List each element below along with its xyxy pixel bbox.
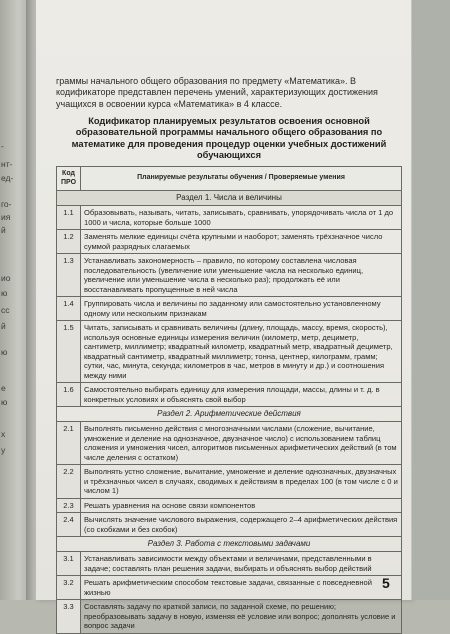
section-title: Раздел 1. Числа и величины [57,191,402,206]
left-fragment: - [1,141,4,151]
table-row [57,206,402,230]
page-content [56,76,402,634]
background-surface [412,0,450,600]
left-fragment: й [1,321,6,331]
left-fragment: ю [1,397,8,407]
section-row [57,191,402,206]
row-code: 2.4 [57,513,81,537]
row-text: Составлять задачу по краткой записи, по заданной схеме, по решению; преобразовывать задачу в новую, изменяя её условие или вопрос; дополнять условие и вопрос задачи [81,600,402,634]
row-text: Выполнять письменно действия с многозначными числами (сложение, вычитание, умножение и деление на однозначное, двузначное число) с использованием таблиц сложения и умножения чисел, алгоритмов письменных арифметических действий (в том числе деления с остатком) [81,422,402,465]
row-code: 1.3 [57,254,81,297]
page-number: 5 [382,575,390,591]
left-fragment: ия [1,212,11,222]
row-text: Читать, записывать и сравнивать величины (длину, площадь, массу, время, скорость), используя основные единицы измерения величин (километр, метр, дециметр, сантиметр, миллиметр; квадратный километр, квадратный метр, квадратный дециметр, квадратный сантиметр, квадратный миллиметр; тонна, центнер, килограмм, грамм; сутки, час, минута, секунда; километров в час, метров в минуту и др.) и соотношения между ними [81,321,402,383]
table-row [57,465,402,499]
table-row [57,321,402,383]
row-text: Образовывать, называть, читать, записывать, сравнивать, упорядочивать числа от 1 до 1000 и числа, которые больше 1000 [81,206,402,230]
row-code: 1.1 [57,206,81,230]
left-fragment: е [1,383,6,393]
row-code: 1.2 [57,230,81,254]
table-row [57,576,402,600]
row-code: 1.6 [57,383,81,407]
left-fragment: ю [1,347,8,357]
left-fragment: ио [1,273,11,283]
section-row [57,407,402,422]
table-row [57,600,402,634]
left-fragment: ед- [1,173,14,183]
left-fragment: сс [1,305,10,315]
row-code: 2.1 [57,422,81,465]
section-title: Раздел 3. Работа с текстовыми задачами [57,537,402,552]
row-text: Устанавливать закономерность – правило, по которому составлена числовая последовательность (увеличение или уменьшение числа на несколько единиц, увеличение или уменьшение числа в несколько раз); продолжать её или восстанавливать пропущенные в ней числа [81,254,402,297]
left-fragment: го- [1,199,12,209]
section-row [57,537,402,552]
table-header-row [57,167,402,191]
row-text: Вычислять значение числового выражения, содержащего 2–4 арифметических действия (со скобками и без скобок) [81,513,402,537]
left-fragment: у [1,445,6,455]
row-text: Группировать числа и величины по заданному или самостоятельно установленному одному или нескольким признакам [81,297,402,321]
table-row [57,254,402,297]
header-requirements: Планируемые результаты обучения / Проверяемые умения [81,167,402,191]
row-text: Выполнять устно сложение, вычитание, умножение и деление однозначных, двузначных и трёхзначных чисел в случаях, сводимых к действиям в пределах 100 (в том числе с 0 и числом 1) [81,465,402,499]
row-text: Устанавливать зависимости между объектами и величинами, представленными в задаче; составлять план решения задачи, выбирать и объяснять выбор действий [81,552,402,576]
left-fragment: ю [1,288,8,298]
row-text: Заменять мелкие единицы счёта крупными и наоборот; заменять трёхзначное число суммой разрядных слагаемых [81,230,402,254]
table-row [57,552,402,576]
section-title: Раздел 2. Арифметические действия [57,407,402,422]
row-text: Решать уравнения на основе связи компонентов [81,498,402,513]
row-code: 3.1 [57,552,81,576]
codifier-heading: Кодификатор планируемых результатов освоения основной образовательной программы начального общего образования по математике для проведения процедур оценки учебных достижений обучающихся [71,116,387,160]
left-fragment: й [1,225,6,235]
row-code: 3.2 [57,576,81,600]
left-page-edge [0,0,26,600]
table-row [57,498,402,513]
row-code: 2.2 [57,465,81,499]
intro-paragraph: граммы начального общего образования по предмету «Математика». В кодификаторе представлен перечень умений, характеризующих достижения учащихся в освоении курса «Математика» в 4 классе. [56,76,378,109]
row-text: Самостоятельно выбирать единицу для измерения площади, массы, длины и т. д. в конкретных условиях и объяснять свой выбор [81,383,402,407]
table-row [57,383,402,407]
table-row [57,422,402,465]
codifier-table [56,166,402,634]
book-page [36,0,412,631]
table-row [57,297,402,321]
row-code: 1.5 [57,321,81,383]
row-text: Решать арифметическим способом текстовые задачи, связанные с повседневной жизнью [81,576,402,600]
header-code: Код ПРО [57,167,81,191]
row-code: 1.4 [57,297,81,321]
left-fragment: х [1,429,6,439]
row-code: 2.3 [57,498,81,513]
table-row [57,513,402,537]
row-code: 3.3 [57,600,81,634]
left-fragment: нт- [1,159,13,169]
table-row [57,230,402,254]
